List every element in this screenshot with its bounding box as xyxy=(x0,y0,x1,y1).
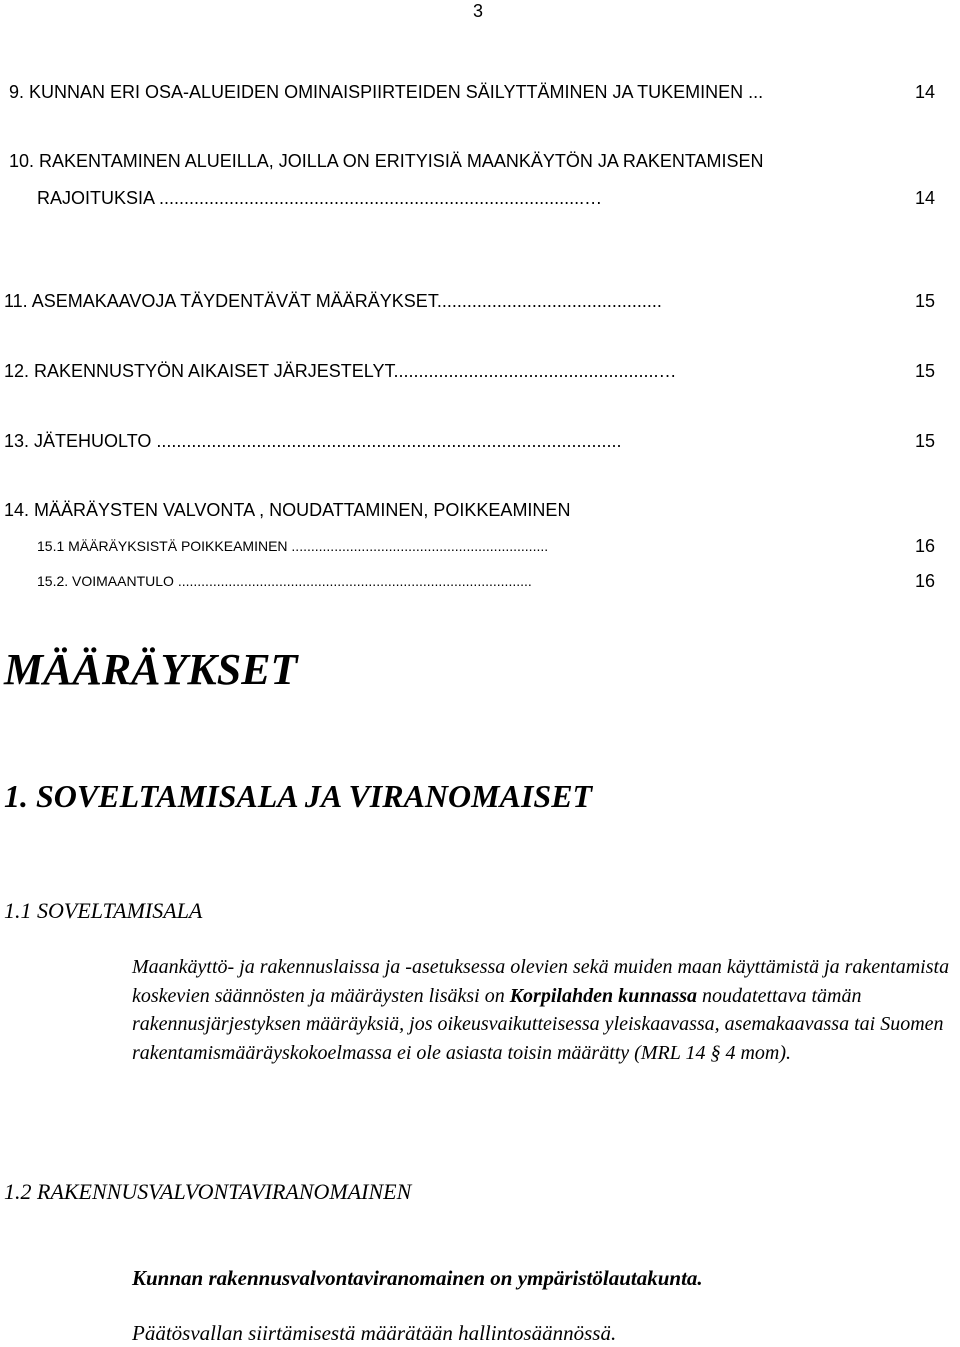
soveltamisala-paragraph xyxy=(132,953,958,1067)
toc-page-13: 15 xyxy=(915,431,936,451)
toc-page-15-1: 16 xyxy=(915,536,936,556)
section-heading: 1. SOVELTAMISALA JA VIRANOMAISET xyxy=(4,778,593,814)
subsection-heading-1-2: 1.2 RAKENNUSVALVONTAVIRANOMAINEN xyxy=(4,1179,412,1204)
paragraph-text-end: noudatettava tämän rakennusjärjestyksen määräyksiä, jos oikeusvaikutteisessa yleiskaavassa, asemakaavassa tai Suomen rakentamismääräyskokoelmassa ei ole asiasta toisin määrätty (MRL 14 § 4 mom). xyxy=(132,984,944,1064)
toc-entry-11: 11. ASEMAKAAVOJA TÄYDENTÄVÄT MÄÄRÄYKSET............................................. xyxy=(4,291,662,311)
toc-page-12: 15 xyxy=(915,361,936,381)
main-heading: MÄÄRÄYKSET xyxy=(4,645,298,694)
toc-entry-15-2: 15.2. VOIMAANTULO ........................................................................................... xyxy=(37,573,532,589)
toc-page-9: 14 xyxy=(915,82,936,102)
toc-entry-10-cont: RAJOITUKSIA .....................................................................................… xyxy=(37,188,603,208)
page-number: 3 xyxy=(473,1,484,21)
toc-entry-12: 12. RAKENNUSTYÖN AIKAISET JÄRJESTELYT.....................................................… xyxy=(4,361,677,381)
toc-entry-13: 13. JÄTEHUOLTO ............................................................................................. xyxy=(4,431,622,451)
toc-entry-15-1: 15.1 MÄÄRÄYKSISTÄ POIKKEAMINEN .................................................................. xyxy=(37,538,549,554)
toc-page-15-2: 16 xyxy=(915,571,936,591)
toc-entry-10: 10. RAKENTAMINEN ALUEILLA, JOILLA ON ERITYISIÄ MAANKÄYTÖN JA RAKENTAMISEN xyxy=(9,151,764,171)
authority-statement: Kunnan rakennusvalvontaviranomainen on ympäristölautakunta. xyxy=(132,1266,703,1290)
toc-entry-14: 14. MÄÄRÄYSTEN VALVONTA , NOUDATTAMINEN, POIKKEAMINEN xyxy=(4,500,571,520)
paragraph-text-start: Maankäyttö- ja rakennuslaissa ja -asetuksessa olevien sekä muiden maan käyttämistä ja rakentamista koskevien säännösten ja määräysten lisäksi on xyxy=(132,956,950,1007)
subsection-heading-1-1: 1.1 SOVELTAMISALA xyxy=(4,898,203,923)
toc-page-11: 15 xyxy=(915,291,936,311)
toc-entry-9: 9. KUNNAN ERI OSA-ALUEIDEN OMINAISPIIRTEIDEN SÄILYTTÄMINEN JA TUKEMINEN ... xyxy=(9,82,764,102)
paragraph-bold-text: Korpilahden kunnassa xyxy=(509,984,698,1007)
toc-page-10: 14 xyxy=(915,188,936,208)
delegation-statement: Päätösvallan siirtämisestä määrätään hallintosäännössä. xyxy=(132,1321,617,1345)
